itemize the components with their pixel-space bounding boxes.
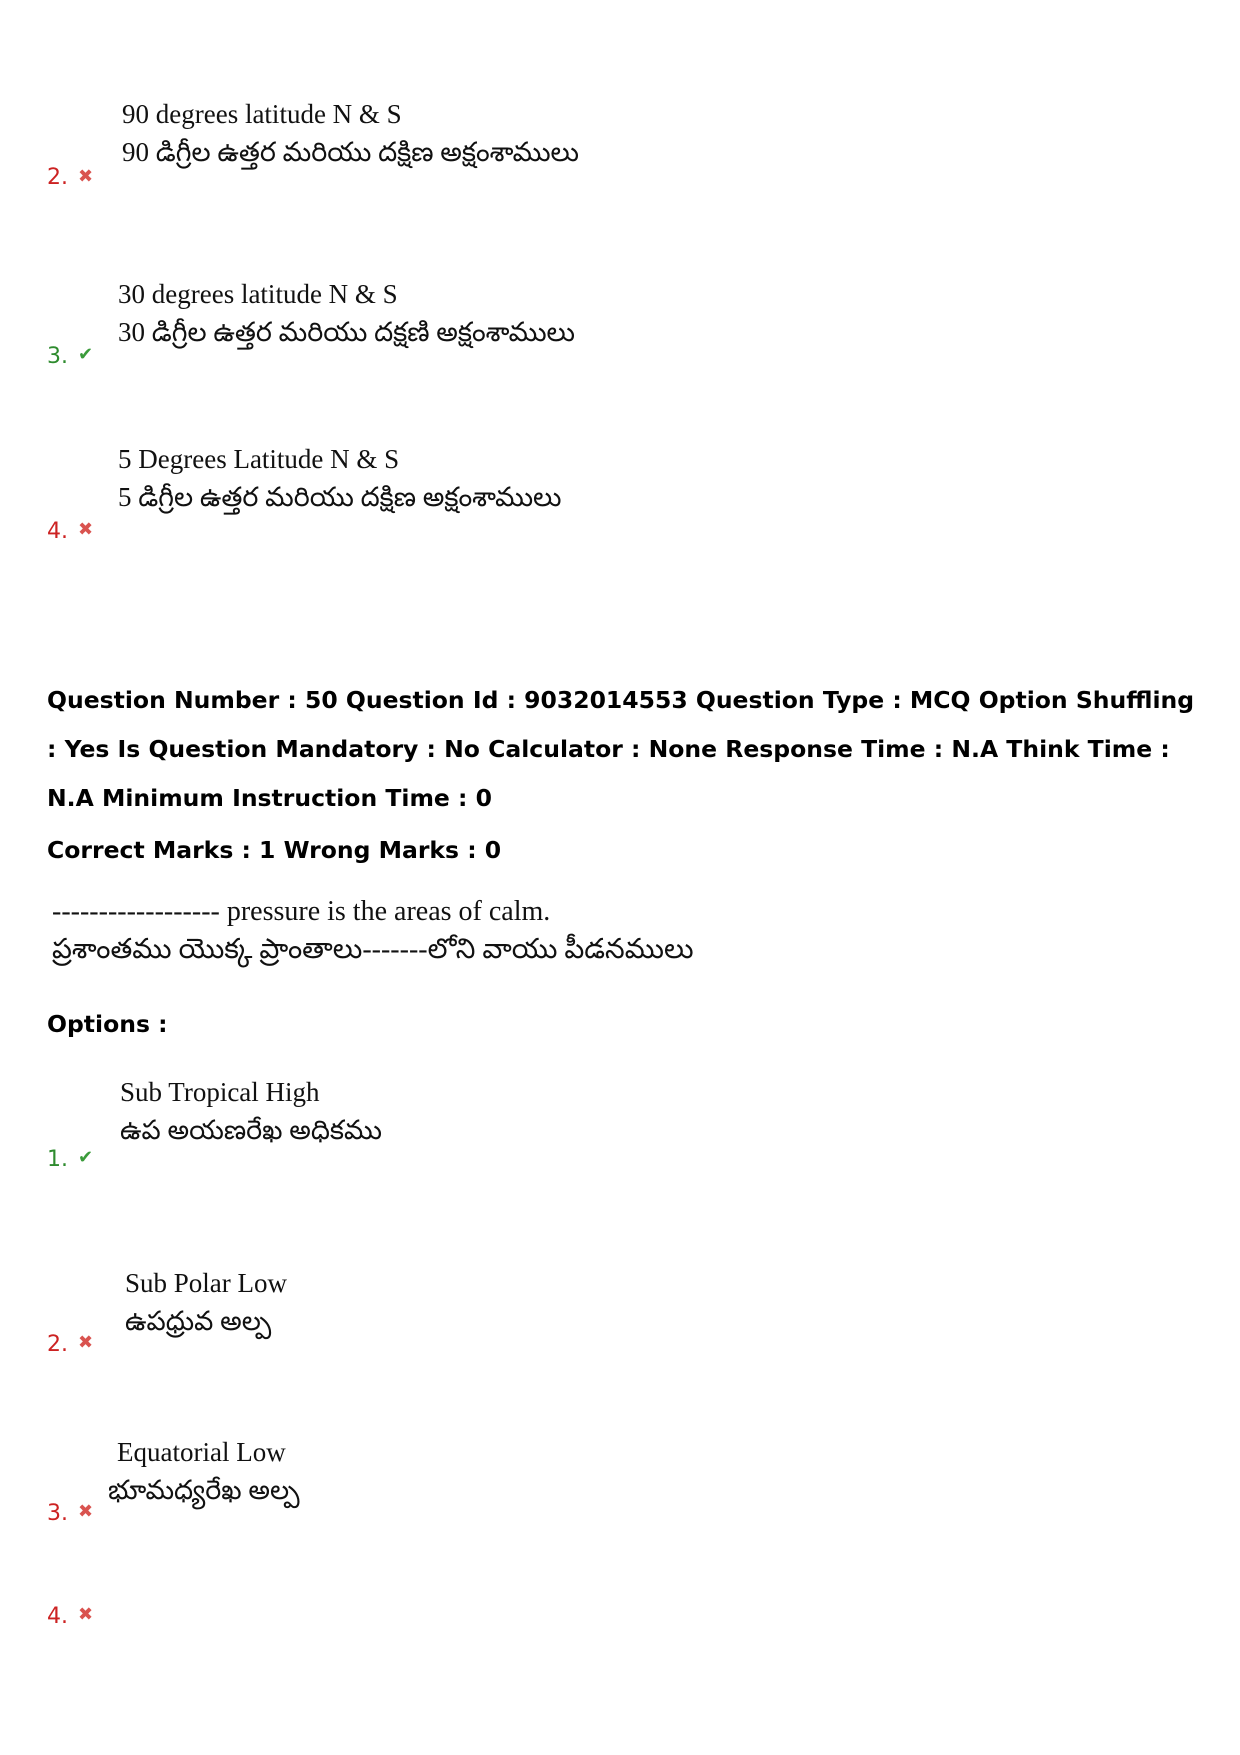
prev-option-2-number: 2. <box>47 165 68 190</box>
options-label: Options : <box>47 1010 168 1038</box>
prev-option-3-text <box>118 275 575 351</box>
option-2-english: Sub Polar Low <box>125 1268 287 1298</box>
option-1-number: 1. <box>47 1147 68 1172</box>
wrong-cross-icon: ✖ <box>78 1501 94 1522</box>
prev-option-4-telugu: 5 డిగ్రీల ఉత్తర మరియు దక్షిణ అక్షంశాములు <box>118 482 562 512</box>
wrong-cross-icon: ✖ <box>78 519 94 540</box>
option-2-telugu: ఉపధ్రువ అల్ప <box>125 1306 272 1336</box>
prev-option-4-text <box>118 440 562 516</box>
wrong-cross-icon: ✖ <box>78 1332 94 1353</box>
option-1-text <box>120 1073 382 1149</box>
prev-option-2-telugu: 90 డిగ్రీల ఉత్తర మరియు దక్షిణ అక్షంశాములు <box>122 137 580 167</box>
question-text-english: ------------------ pressure is the areas of calm. <box>52 896 551 927</box>
option-1-telugu: ఉప అయణరేఖ అధికము <box>120 1115 382 1145</box>
option-3-text <box>108 1433 300 1509</box>
correct-check-icon: ✔ <box>78 1147 94 1168</box>
wrong-cross-icon: ✖ <box>78 1604 94 1625</box>
correct-check-icon: ✔ <box>78 344 94 365</box>
option-3-number: 3. <box>47 1501 68 1526</box>
prev-option-3-english: 30 degrees latitude N & S <box>118 279 398 309</box>
question-marks: Correct Marks : 1 Wrong Marks : 0 <box>47 836 502 864</box>
prev-option-3-number: 3. <box>47 344 68 369</box>
prev-option-2-english: 90 degrees latitude N & S <box>122 99 402 129</box>
option-1-english: Sub Tropical High <box>120 1077 320 1107</box>
prev-option-4-number: 4. <box>47 519 68 544</box>
prev-option-4-english: 5 Degrees Latitude N & S <box>118 444 400 474</box>
option-4-number: 4. <box>47 1604 68 1629</box>
question-text-telugu: ప్రశాంతము యొక్క ప్రాంతాలు-------లోని వాయు పీడనములు <box>52 934 694 965</box>
prev-option-2-text <box>122 95 579 171</box>
prev-option-3-telugu: 30 డిగ్రీల ఉత్తర మరియు దక్షణి అక్షంశాములు <box>118 317 576 347</box>
wrong-cross-icon: ✖ <box>78 166 94 187</box>
option-2-number: 2. <box>47 1332 68 1357</box>
option-2-text <box>125 1264 287 1340</box>
question-meta: Question Number : 50 Question Id : 9032014553 Question Type : MCQ Option Shuffling : Yes Is Question Mandatory : No Calculator : None Response Time : N.A Think Time : N.A Minimum Instruction Time : 0 <box>47 686 1195 812</box>
option-3-english: Equatorial Low <box>117 1437 286 1467</box>
option-3-telugu: భూమధ్యరేఖ అల్ప <box>108 1475 300 1505</box>
question-text <box>52 893 694 969</box>
